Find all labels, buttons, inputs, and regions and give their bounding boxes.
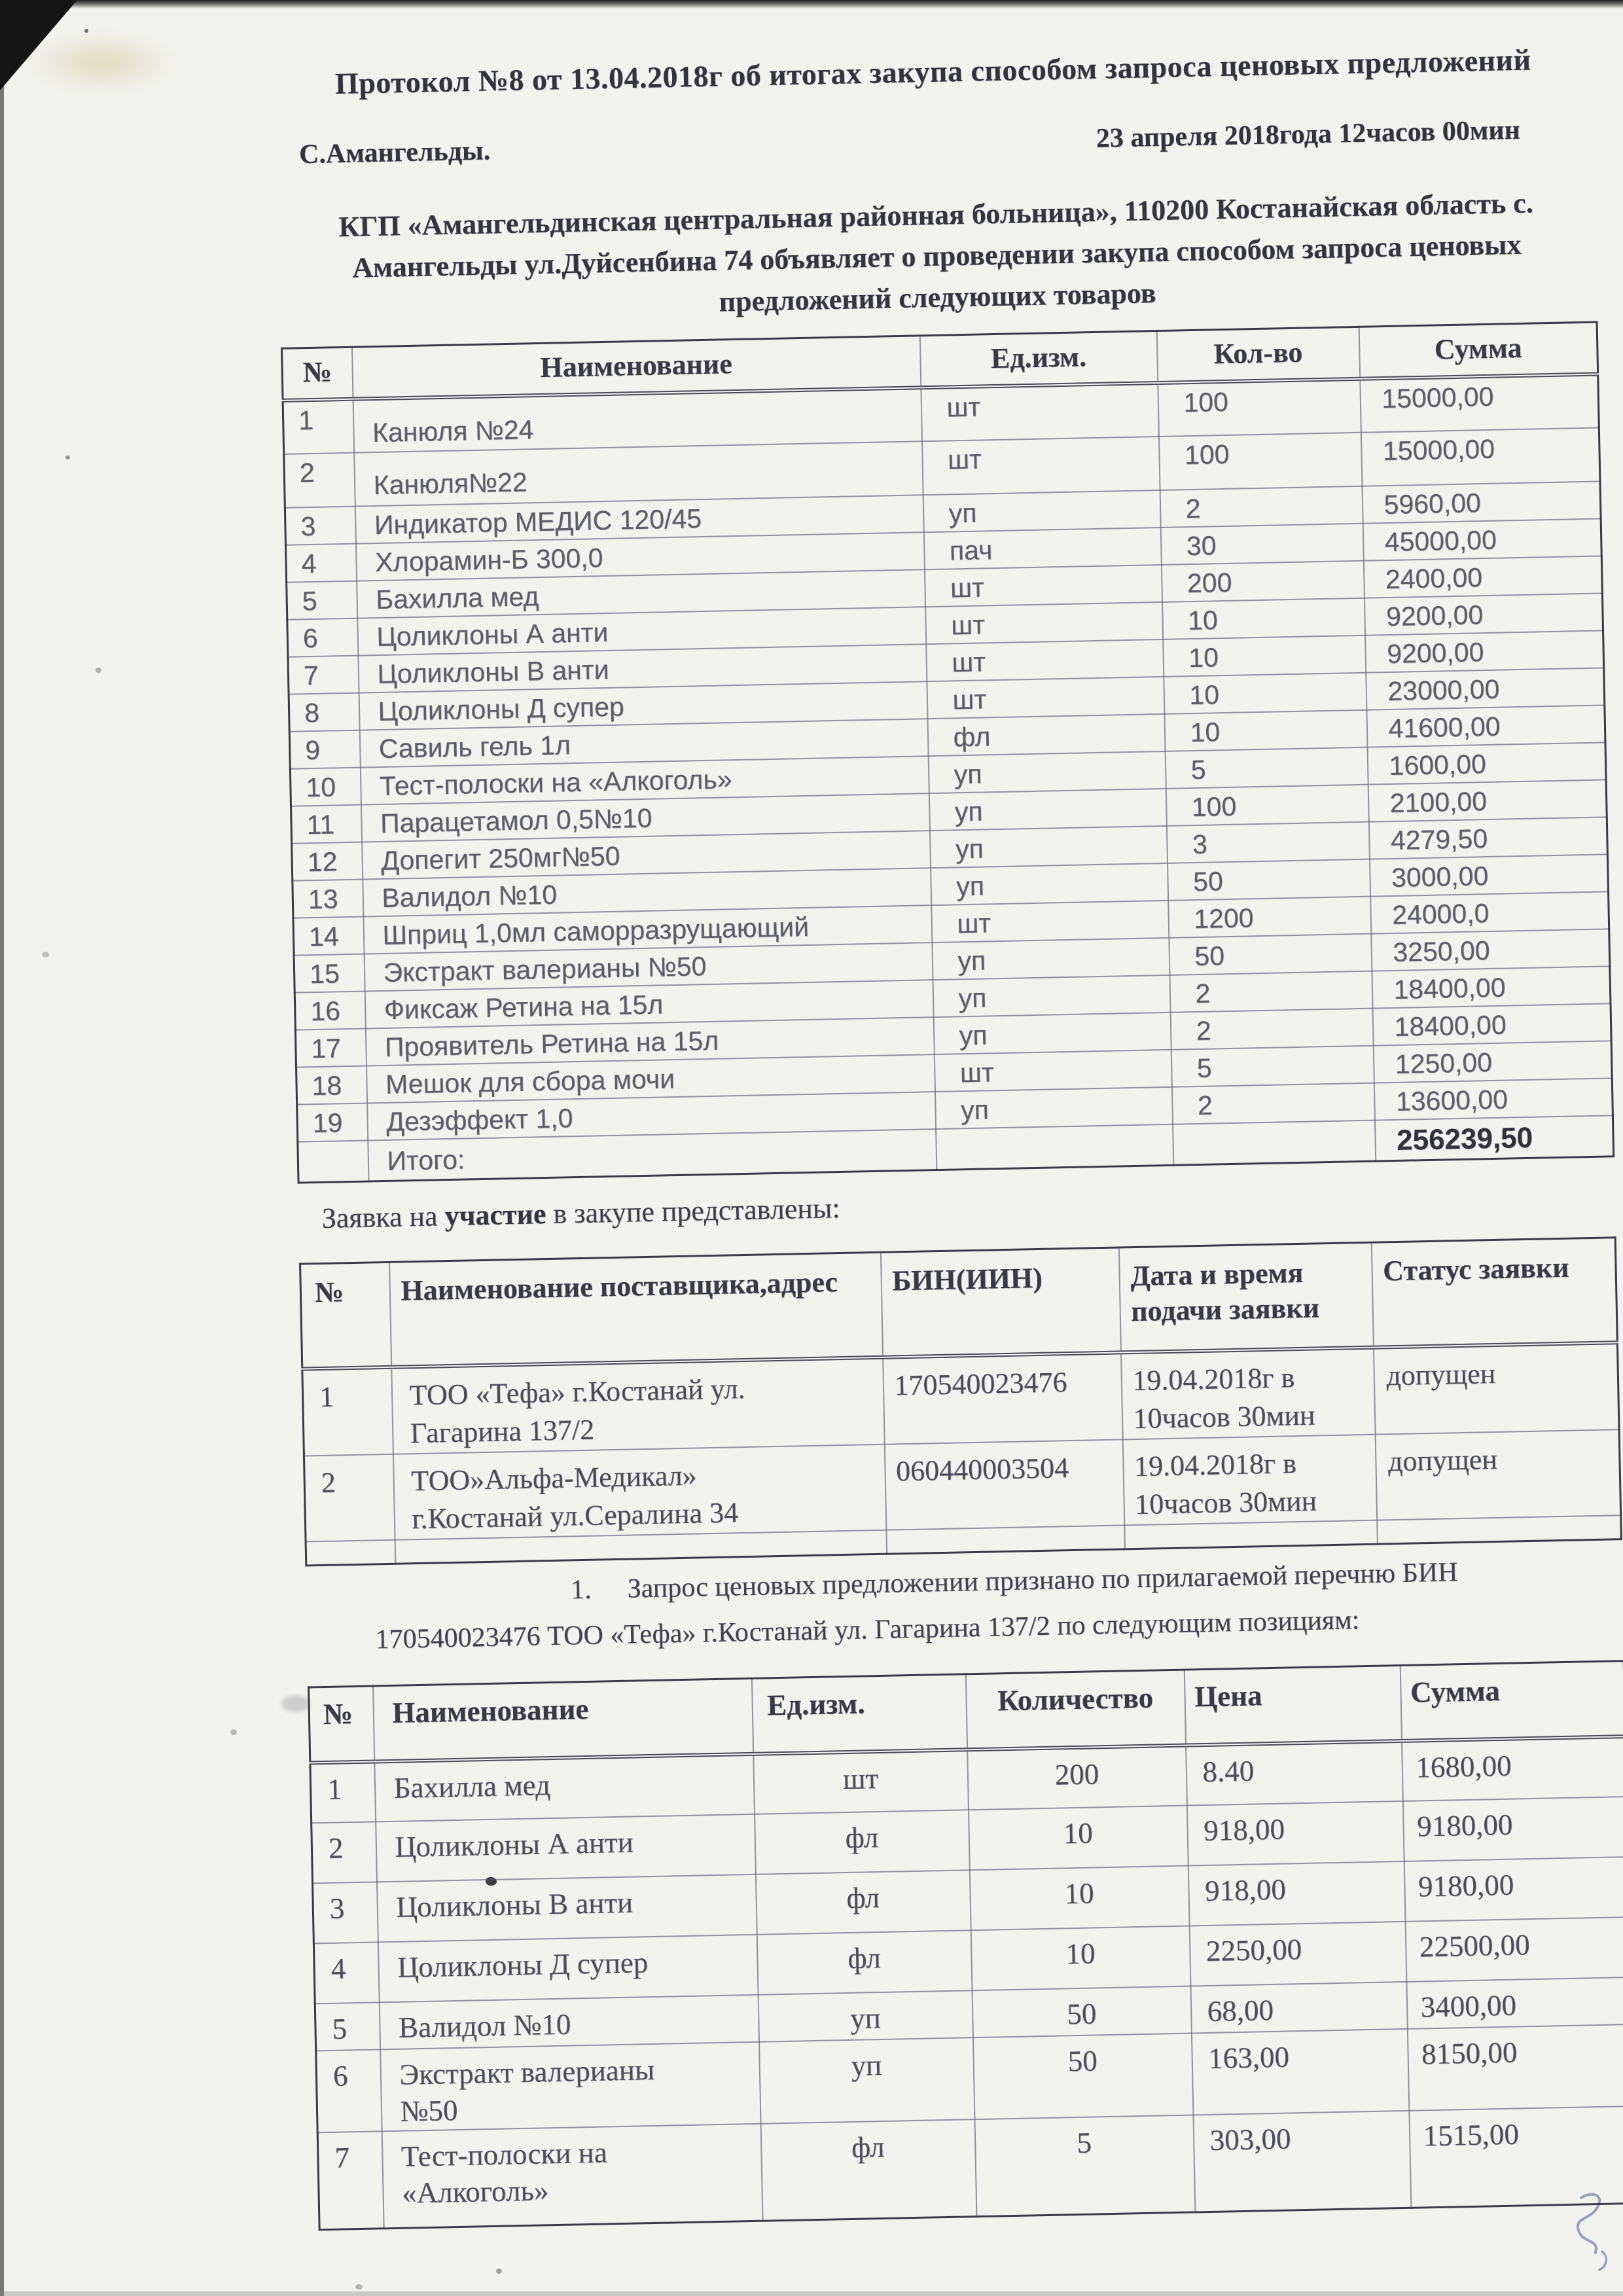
empty-cell [298, 1140, 368, 1182]
column-header-status: Статус заявки [1371, 1238, 1617, 1348]
status-cell: допущен [1375, 1429, 1621, 1520]
item-name-cell: Экстракт валерианы №50 [380, 2042, 760, 2132]
amount-cell: 23000,00 [1366, 668, 1605, 709]
quantity-cell: 50 [1169, 934, 1372, 975]
row-number-cell: 4 [286, 544, 357, 583]
quantity-cell: 200 [967, 1746, 1187, 1810]
row-number-cell: 6 [287, 619, 358, 657]
awarded-table-body [310, 1736, 1623, 2229]
decision-number: 1. [570, 1574, 592, 1605]
item-name-cell: Фиксаж Ретина на 15л [365, 980, 933, 1028]
quantity-cell: 50 [972, 2034, 1192, 2120]
unit-cell: шт [922, 437, 1160, 495]
amount-cell: 5960,00 [1362, 481, 1601, 523]
item-name-cell: Валидол №10 [363, 868, 931, 916]
quantity-cell: 10 [1163, 636, 1366, 677]
amount-cell: 18400,00 [1372, 966, 1611, 1008]
row-number-cell: 10 [290, 768, 361, 806]
column-header-name: Наименование [351, 336, 920, 399]
unit-cell: уп [935, 1087, 1172, 1129]
ink-speck [96, 668, 101, 673]
amount-cell: 9200,00 [1364, 593, 1603, 635]
decision-paragraph [374, 1547, 1606, 1663]
price-cell: 918,00 [1186, 1801, 1404, 1866]
amount-cell: 24000,0 [1370, 891, 1609, 933]
unit-cell: фл [760, 2119, 976, 2221]
row-number-cell: 1 [302, 1367, 393, 1456]
scan-bottom-edge-shadow [0, 2291, 1623, 2296]
column-header-unit: Ед.изм. [751, 1674, 967, 1754]
suppliers-table-body [302, 1342, 1622, 1565]
unit-cell: шт [924, 565, 1162, 607]
quantity-cell: 10 [1162, 598, 1365, 639]
amount-cell: 45000,00 [1363, 518, 1601, 560]
row-number-cell: 3 [313, 1882, 378, 1943]
status-cell [1377, 1515, 1622, 1543]
row-number-cell: 13 [293, 880, 363, 918]
unit-cell: уп [758, 1990, 972, 2042]
item-name-cell: Тест-полоски на «Алкоголь» [382, 2124, 762, 2229]
unit-cell: уп [931, 863, 1168, 905]
scan-top-edge-shadow [0, 0, 1623, 9]
row-number-cell: 3 [285, 507, 355, 545]
supplier-name-cell: ТОО»Альфа-Медикал» г.Костанай ул.Сералина 34 [393, 1444, 885, 1540]
item-name-cell: Дезэффект 1,0 [367, 1092, 936, 1140]
amount-cell: 15000,00 [1360, 374, 1599, 433]
column-header-amount: Сумма [1359, 322, 1598, 379]
quantity-cell: 50 [1168, 859, 1370, 901]
row-number-cell: 19 [297, 1103, 368, 1141]
column-header-price: Цена [1184, 1665, 1401, 1745]
item-name-cell: Цоликлоны Д супер [359, 681, 927, 730]
item-name-cell: Цоликлоны Д супер [378, 1935, 758, 2003]
price-cell: 918,00 [1188, 1861, 1405, 1926]
item-name-cell: Цоликлоны В анти [377, 1874, 757, 1943]
empty-cell [1173, 1121, 1376, 1165]
row-number-cell: 11 [291, 805, 362, 844]
suppliers-table [299, 1236, 1622, 1566]
row-number-cell: 18 [296, 1066, 367, 1105]
column-header-unit: Ед.изм. [919, 331, 1158, 388]
column-header-amount: Сумма [1400, 1661, 1623, 1741]
unit-cell: шт [925, 602, 1163, 644]
column-header-number: № [309, 1686, 374, 1763]
quantity-cell: 2 [1171, 1083, 1374, 1124]
quantity-cell: 10 [1164, 673, 1366, 714]
price-cell: 2250,00 [1189, 1922, 1406, 1986]
scan-left-edge-shadow [0, 0, 4, 2296]
unit-cell: шт [934, 1050, 1171, 1092]
amount-cell: 2400,00 [1363, 556, 1602, 598]
item-name-cell: Экстракт валерианы №50 [364, 942, 933, 991]
item-name-cell: Савиль гель 1л [359, 719, 928, 767]
unit-cell: шт [927, 677, 1164, 719]
amount-cell: 22500,00 [1405, 1917, 1623, 1982]
row-number-cell [306, 1540, 395, 1566]
ink-speck [355, 2284, 363, 2289]
quantity-cell: 2 [1169, 971, 1372, 1013]
datetime-label: 23 апреля 2018года 12часов 00мин [1096, 115, 1521, 154]
submission-date-cell: 19.04.2018г в 10часов 30мин [1122, 1435, 1377, 1526]
intro-paragraph: КГП «Амангельдинская центральная районная больница», 110200 Костанайская область с. Амангельды ул.Дуйсенбина 74 объявляет о проведении закупа способом запроса ценовых предложений следующих товаров [338, 187, 1534, 318]
quantity-cell: 100 [1166, 785, 1368, 826]
row-number-cell: 9 [289, 730, 360, 769]
row-number-cell: 15 [294, 954, 365, 993]
item-name-cell: Бахилла мед [374, 1754, 755, 1822]
ink-speck [42, 952, 49, 958]
applications-heading-text: Заявка на [321, 1200, 446, 1234]
unit-cell: уп [929, 826, 1167, 868]
price-cell: 68,00 [1190, 1982, 1407, 2034]
document-title: Протокол №8 от 13.04.2018г об итогах закупа способом запроса ценовых предложений [334, 43, 1531, 101]
unit-cell: пач [923, 528, 1161, 569]
ink-speck [84, 29, 88, 33]
column-header-date: Дата и время подачи заявки [1118, 1242, 1373, 1352]
column-header-quantity: Кол-во [1156, 327, 1360, 383]
column-header-supplier: Наименование поставщика,адрес [389, 1252, 883, 1367]
quantity-cell: 5 [1165, 747, 1368, 789]
unit-cell: уп [928, 751, 1166, 793]
amount-cell: 9180,00 [1404, 1857, 1623, 1922]
row-number-cell: 2 [304, 1454, 395, 1542]
row-number-cell: 6 [316, 2049, 382, 2132]
item-name-cell: Канюля№22 [354, 441, 923, 506]
column-header-number: № [281, 347, 353, 401]
quantity-cell: 100 [1158, 433, 1362, 490]
row-number-cell: 8 [289, 693, 359, 732]
total-amount: 256239,50 [1374, 1115, 1613, 1160]
unit-cell: шт [753, 1749, 969, 1814]
amount-cell: 1680,00 [1402, 1736, 1623, 1801]
row-number-cell: 1 [283, 399, 354, 454]
quantity-cell: 5 [1171, 1046, 1374, 1087]
submission-date-cell: 19.04.2018г в 10часов 30мин [1121, 1348, 1376, 1440]
ink-speck [230, 1729, 237, 1735]
column-header-bin: БИН(ИИН) [880, 1247, 1120, 1357]
item-name-cell: Хлорамин-Б 300,0 [355, 532, 924, 581]
unit-cell: уп [923, 490, 1160, 532]
amount-cell: 3000,00 [1369, 854, 1608, 896]
row-number-cell: 2 [312, 1821, 377, 1883]
goods-table-body [283, 374, 1613, 1142]
row-number-cell: 12 [292, 842, 363, 881]
item-name-cell: Индикатор МЕДИС 120/45 [355, 495, 923, 543]
column-header-name: Наименование [373, 1678, 753, 1761]
unit-cell: уп [933, 975, 1170, 1017]
unit-cell: уп [759, 2037, 974, 2124]
row-number-cell: 4 [313, 1942, 379, 2003]
item-name-cell: Парацетамол 0,5№10 [361, 793, 929, 842]
column-header-number: № [300, 1262, 391, 1369]
quantity-cell: 1200 [1168, 897, 1371, 938]
row-number-cell: 17 [295, 1029, 366, 1067]
unit-cell: шт [931, 901, 1169, 942]
goods-table [281, 321, 1614, 1184]
unit-cell: шт [926, 639, 1164, 681]
item-name-cell: Допегит 250мг№50 [362, 831, 931, 879]
bin-cell: 060440003504 [884, 1439, 1124, 1530]
amount-cell: 18400,00 [1372, 1003, 1611, 1045]
bin-cell [886, 1525, 1125, 1553]
quantity-cell: 200 [1161, 561, 1364, 602]
smudge-mark [281, 1695, 310, 1712]
price-cell: 8.40 [1186, 1741, 1403, 1806]
row-number-cell: 16 [294, 992, 365, 1030]
awarded-table [308, 1660, 1623, 2231]
meta-row [277, 113, 1593, 171]
amount-cell: 8150,00 [1407, 2024, 1623, 2111]
applications-heading-text: в закупе представлены: [545, 1192, 840, 1230]
quantity-cell: 100 [1158, 379, 1361, 437]
price-cell: 163,00 [1191, 2029, 1408, 2115]
unit-cell: фл [927, 714, 1165, 756]
price-cell: 303,00 [1193, 2111, 1411, 2212]
item-name-cell: Цоликлоны В анти [358, 644, 927, 692]
submission-date-cell [1124, 1520, 1378, 1549]
row-number-cell: 5 [315, 2002, 380, 2051]
quantity-cell: 2 [1160, 486, 1363, 528]
quantity-cell: 10 [969, 1806, 1188, 1871]
document-content [275, 29, 1623, 2229]
applications-heading [298, 1175, 1623, 1236]
paper-stain [26, 31, 177, 94]
ink-speck [496, 2269, 502, 2274]
unit-cell: фл [755, 1870, 971, 1935]
amount-cell: 9200,00 [1365, 630, 1604, 672]
item-name-cell: Мешок для сбора мочи [366, 1054, 935, 1103]
item-name-cell: Цоликлоны А анти [376, 1814, 756, 1882]
row-number-cell: 2 [284, 453, 355, 508]
quantity-cell: 30 [1160, 524, 1363, 565]
amount-cell: 1515,00 [1409, 2106, 1623, 2208]
unit-cell: фл [755, 1810, 970, 1874]
item-name-cell: Канюля №24 [353, 387, 921, 452]
unit-cell: уп [929, 789, 1166, 831]
item-name-cell: Бахилла мед [357, 569, 925, 618]
total-label: Итого: [368, 1129, 936, 1181]
amount-cell: 4279,50 [1368, 817, 1607, 859]
row-number-cell: 7 [288, 656, 359, 694]
amount-cell: 41600,00 [1366, 705, 1605, 747]
item-name-cell: Валидол №10 [379, 1995, 758, 2050]
column-header-quantity: Количество [965, 1670, 1185, 1749]
quantity-cell: 10 [1164, 710, 1367, 751]
applications-heading-bold: участие [444, 1198, 546, 1232]
row-number-cell: 14 [293, 917, 364, 956]
item-name-cell: Шприц 1,0мл саморразрущающий [363, 905, 932, 954]
amount-cell: 3400,00 [1406, 1977, 1623, 2029]
row-number-cell: 1 [310, 1761, 376, 1823]
amount-cell: 2100,00 [1368, 780, 1607, 821]
quantity-cell: 5 [974, 2115, 1195, 2216]
ink-speck [65, 456, 70, 459]
unit-cell: уп [932, 938, 1169, 980]
decision-text: Запрос ценовых предложении признано по прилагаемой перечню БИН 170540023476 ТОО «Тефа» г.Костанай ул. Гагарина 137/2 по следующим позициям: [375, 1557, 1458, 1655]
item-name-cell: Тест-полоски на «Алкоголь» [360, 756, 929, 804]
unit-cell: шт [921, 383, 1159, 441]
row-number-cell: 7 [317, 2131, 383, 2229]
amount-cell: 15000,00 [1361, 428, 1600, 486]
amount-cell: 13600,00 [1374, 1078, 1613, 1120]
amount-cell: 3250,00 [1371, 929, 1610, 971]
unit-cell: фл [757, 1930, 972, 1995]
quantity-cell: 3 [1166, 822, 1369, 863]
item-name-cell: Проявитель Ретина на 15л [365, 1017, 934, 1066]
empty-cell [936, 1124, 1173, 1170]
amount-cell: 9180,00 [1402, 1797, 1623, 1861]
unit-cell: уп [933, 1013, 1171, 1054]
amount-cell: 1250,00 [1373, 1041, 1612, 1083]
quantity-cell: 50 [972, 1986, 1191, 2038]
quantity-cell: 10 [969, 1866, 1189, 1931]
place-label: С.Амангельды. [298, 135, 491, 170]
quantity-cell: 2 [1170, 1009, 1373, 1050]
supplier-name-cell: ТОО «Тефа» г.Костанай ул. Гагарина 137/2 [391, 1357, 885, 1454]
amount-cell: 1600,00 [1367, 742, 1606, 784]
item-name-cell: Цоликлоны А анти [357, 607, 926, 655]
row-number-cell: 5 [287, 581, 357, 620]
quantity-cell: 10 [971, 1926, 1190, 1991]
bin-cell: 170540023476 [883, 1352, 1123, 1444]
status-cell: допущен [1373, 1342, 1619, 1434]
